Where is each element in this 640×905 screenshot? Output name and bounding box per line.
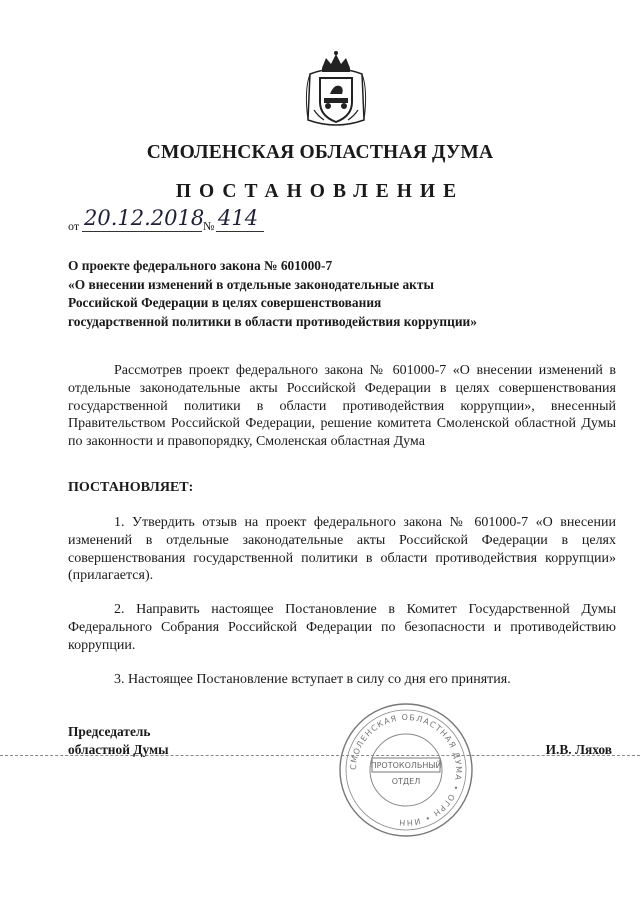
signer-title-line1: Председатель bbox=[68, 724, 151, 739]
subject-line: О проекте федерального закона № 601000-7 bbox=[68, 258, 333, 273]
resolution-item-2: 2. Направить настоящее Постановление в Комитет Государственной Думы Федерального Собрания Российской Федерации по безопасности и противодействию коррупции. bbox=[68, 602, 616, 653]
resolution-item-1: 1. Утвердить отзыв на проект федерального закона № 601000-7 «О внесении изменений в отдельные законодательные акты Российской Федерации в целях совершенствования государственной политики в области противодействия коррупции» (прилагается). bbox=[68, 515, 616, 584]
date-prefix: от bbox=[68, 219, 80, 233]
date-number-line bbox=[68, 206, 288, 234]
resolution-item-3: 3. Настоящее Постановление вступает в силу со дня его принятия. bbox=[114, 672, 511, 687]
handwritten-number: 414 bbox=[218, 206, 259, 230]
document-subject bbox=[68, 257, 568, 331]
signer-title-line2: областной Думы bbox=[68, 742, 169, 757]
stamp-outer-text: СМОЛЕНСКАЯ ОБЛАСТНАЯ ДУМА • ОГРН • ИНН bbox=[348, 712, 464, 828]
preamble-paragraph: Рассмотрев проект федерального закона № 601000-7 «О внесении изменений в отдельные законодательные акты Российской Федерации в целях совершенствования государственной политики в области противодействия коррупции», внесенный Правительством Российской Федерации, решение комитета Смоленской областной Думы по законности и правопорядку, Смоленская областная Дума bbox=[68, 363, 616, 450]
signature-block bbox=[0, 712, 640, 840]
organization-title: СМОЛЕНСКАЯ ОБЛАСТНАЯ ДУМА bbox=[146, 142, 494, 163]
handwritten-date: 20.12.2018 bbox=[84, 206, 205, 230]
stamp-inner-line1: ПРОТОКОЛЬНЫЙ bbox=[370, 761, 442, 770]
subject-line: государственной политики в области противодействия коррупции» bbox=[68, 313, 477, 329]
resolves-heading: ПОСТАНОВЛЯЕТ: bbox=[68, 480, 194, 495]
coat-of-arms-emblem bbox=[300, 50, 372, 130]
signer-name: И.В. Ляхов bbox=[545, 742, 612, 757]
number-prefix: № bbox=[203, 219, 215, 233]
subject-line: «О внесении изменений в отдельные законодательные акты bbox=[68, 276, 434, 292]
stamp-inner-line2: ОТДЕЛ bbox=[391, 777, 421, 786]
subject-line: Российской Федерации в целях совершенствования bbox=[68, 295, 382, 310]
document-type-title: ПОСТАНОВЛЕНИЕ bbox=[175, 181, 465, 202]
date-underline bbox=[82, 231, 202, 232]
official-stamp bbox=[336, 700, 476, 840]
number-underline bbox=[216, 231, 264, 232]
